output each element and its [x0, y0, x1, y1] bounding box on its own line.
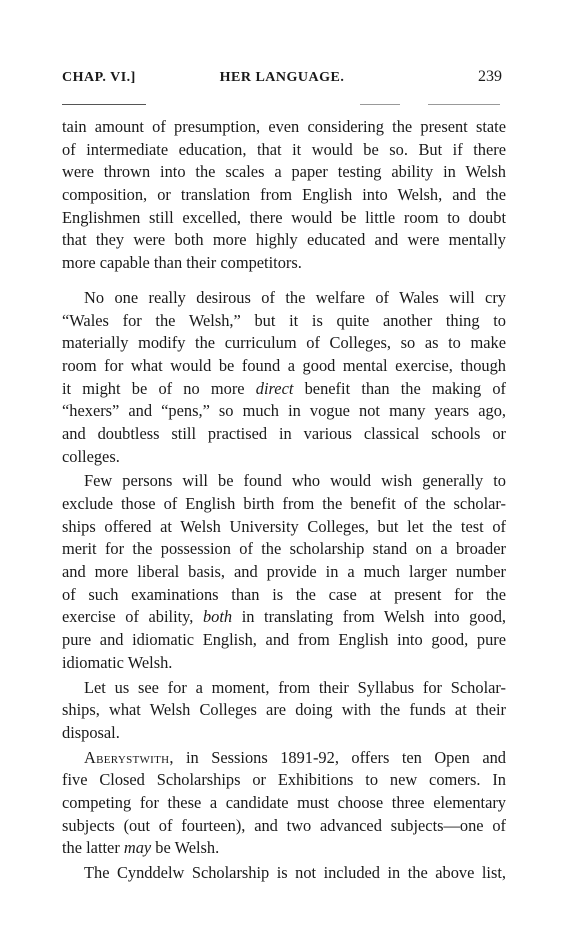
- text-line: ships, what Welsh Colleges are doing with the funds at their: [62, 700, 506, 720]
- text-line: [62, 378, 506, 401]
- text-line: colleges.: [62, 446, 120, 466]
- text-line: “Wales for the Welsh,” but it is quite another thing to: [62, 310, 506, 330]
- text-line: ships offered at Welsh University Colleges, but let the test of: [62, 516, 506, 536]
- text-line: pure and idiomatic English, and from English into good, pure: [62, 630, 506, 650]
- text-line: and more liberal basis, and provide in a much larger number: [62, 562, 506, 582]
- text-line: [62, 747, 506, 770]
- paragraph: [62, 747, 506, 860]
- text-line: disposal.: [62, 722, 120, 742]
- text-line: merit for the possession of the scholarship stand on a broader: [62, 539, 506, 559]
- paragraph: [62, 470, 506, 674]
- paragraph: [62, 677, 506, 745]
- chapter-label: CHAP. VI.]: [62, 70, 136, 85]
- text-line: [62, 837, 506, 860]
- text-line: that they were both more highly educated and were mentally: [62, 230, 506, 250]
- text-line: No one really desirous of the welfare of Wales will cry: [84, 287, 506, 307]
- text-line: Few persons will be found who would wish generally to: [84, 471, 506, 491]
- text-line: idiomatic Welsh.: [62, 652, 173, 672]
- text-line: of intermediate education, that it would be so. But if there: [62, 139, 506, 159]
- text-line: of such examinations than is the case at present for the: [62, 584, 506, 604]
- text-line: “hexers” and “pens,” so much in vogue not many years ago,: [62, 401, 506, 421]
- text-run: the latter: [62, 838, 124, 858]
- text-run: benefit than the making of: [293, 378, 506, 398]
- text-line: and doubtless still practised in various classical schools or: [62, 423, 506, 443]
- text-line: tain amount of presumption, even considering the present state: [62, 117, 506, 136]
- text-line: five Closed Scholarships or Exhibitions to new comers. In: [62, 770, 506, 790]
- paragraph: [62, 287, 506, 469]
- italic-word: direct: [255, 378, 294, 398]
- text-line: subjects (out of fourteen), and two advanced subjects—one of: [62, 815, 506, 835]
- text-line: room for what would be found a good mental exercise, though: [62, 355, 506, 375]
- paragraph: [62, 116, 506, 275]
- text-run: in translating from Welsh into good,: [232, 607, 507, 627]
- paragraph: [62, 862, 506, 885]
- text-line: [62, 606, 506, 629]
- italic-word: may: [123, 838, 152, 858]
- text-line: The Cynddelw Scholarship is not included in the above list,: [84, 863, 506, 882]
- text-run: it might be of no more: [62, 378, 256, 398]
- text-line: exclude those of English birth from the benefit of the scholar-: [62, 494, 506, 513]
- text-line: composition, or translation from English into Welsh, and the: [62, 185, 506, 205]
- header-rule: [62, 104, 146, 105]
- text-line: Englishmen still excelled, there would be little room to doubt: [62, 207, 506, 227]
- chapter-title: HER LANGUAGE.: [219, 70, 345, 85]
- header-rule: [360, 104, 400, 105]
- text-line: were thrown into the scales a paper testing ability in Welsh: [62, 162, 506, 182]
- body-text: [62, 116, 506, 885]
- text-line: more capable than their competitors.: [62, 253, 302, 273]
- header-rule: [428, 104, 500, 105]
- italic-word: both: [202, 607, 233, 627]
- text-run: , in Sessions 1891-92, offers ten Open and: [169, 747, 506, 767]
- text-line: competing for these a candidate must choose three elementary: [62, 792, 506, 812]
- text-run: exercise of ability,: [62, 607, 203, 627]
- paragraph-gap: [62, 275, 506, 287]
- running-head: [62, 70, 502, 90]
- text-run: be Welsh.: [151, 838, 220, 858]
- page-number: 239: [478, 68, 502, 85]
- text-line: Let us see for a moment, from their Syllabus for Scholar-: [84, 677, 506, 697]
- small-caps-word: Aberystwith: [84, 747, 170, 767]
- text-line: materially modify the curriculum of Colleges, so as to make: [62, 333, 506, 353]
